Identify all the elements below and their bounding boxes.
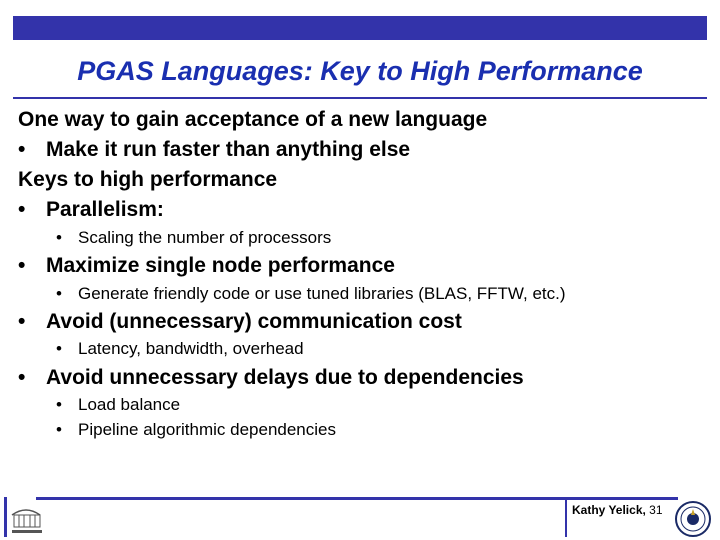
line-text: Latency, bandwidth, overhead <box>78 339 304 358</box>
line-text: Avoid (unnecessary) communication cost <box>46 310 462 333</box>
building-logo <box>4 497 54 537</box>
bullet-icon: • <box>56 339 62 358</box>
title-divider <box>13 97 707 99</box>
body-line <box>18 168 277 192</box>
slide-title: PGAS Languages: Key to High Performance <box>77 56 643 86</box>
line-text: Generate friendly code or use tuned libraries (BLAS, FFTW, etc.) <box>78 284 566 303</box>
line-text: Pipeline algorithmic dependencies <box>78 420 336 439</box>
university-seal-icon <box>674 500 712 538</box>
line-text: Avoid unnecessary delays due to dependencies <box>46 366 524 389</box>
author-name: Kathy Yelick, <box>572 503 646 517</box>
bullet-icon: • <box>18 310 26 333</box>
bullet-icon: • <box>56 395 62 414</box>
body-line <box>18 108 487 132</box>
line-text: Load balance <box>78 395 181 414</box>
bullet-icon: • <box>18 138 26 161</box>
line-text: One way to gain acceptance of a new language <box>18 108 488 131</box>
footer-divider <box>36 497 678 500</box>
bullet-icon: • <box>18 366 26 389</box>
bullet-icon: • <box>18 198 26 221</box>
line-text: Maximize single node performance <box>46 254 395 277</box>
footer-credit <box>572 503 663 517</box>
bullet-icon: • <box>56 284 62 303</box>
header-bar <box>13 16 707 40</box>
line-text: Make it run faster than anything else <box>46 138 411 161</box>
bullet-icon: • <box>18 254 26 277</box>
bullet-icon: • <box>56 228 62 247</box>
line-text: Scaling the number of processors <box>78 228 332 247</box>
footer-separator <box>565 497 567 537</box>
bullet-icon: • <box>56 420 62 439</box>
line-text: Keys to high performance <box>18 168 278 191</box>
page-number: 31 <box>649 503 663 517</box>
line-text: Parallelism: <box>46 198 164 221</box>
